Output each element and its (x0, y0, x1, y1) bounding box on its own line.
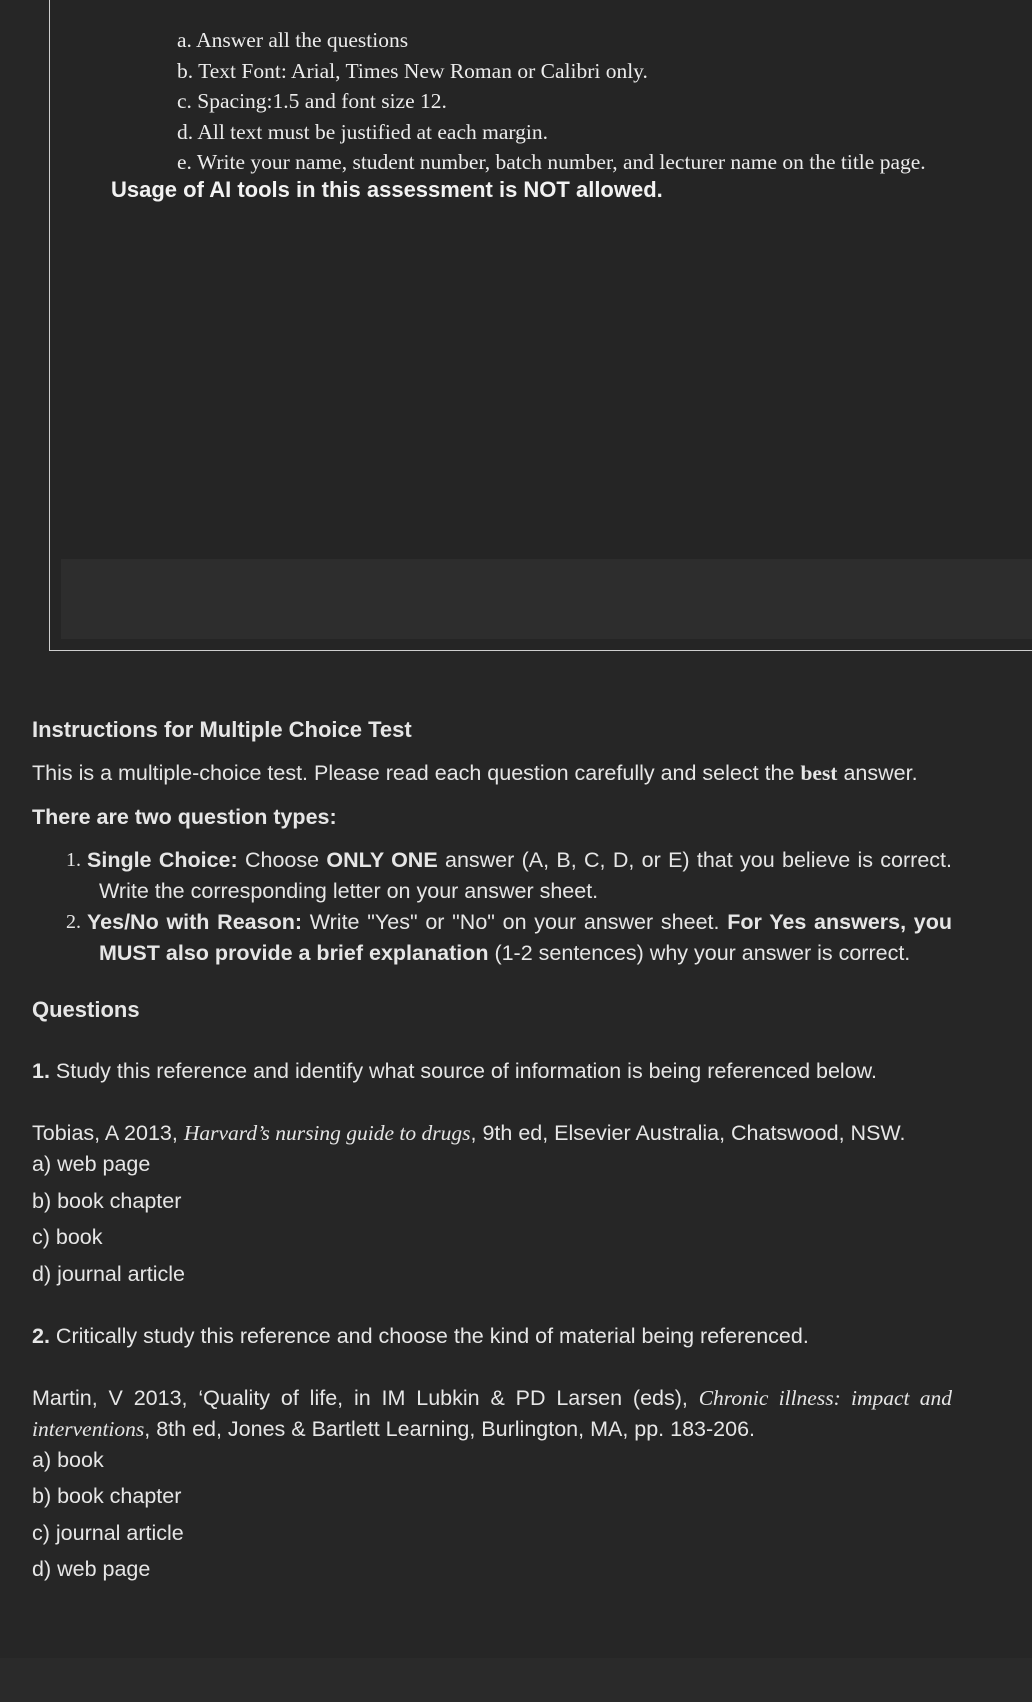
ai-usage-note: Usage of AI tools in this assessment is NOT allowed. (111, 177, 663, 202)
question-text: 2. Critically study this reference and choose the kind of material being referenced. (32, 1323, 809, 1348)
requirement-item: c. Spacing:1.5 and font size 12. (177, 89, 447, 113)
requirement-item: d. All text must be justified at each margin. (177, 119, 549, 144)
list-number: 1. (66, 849, 81, 871)
question-type-single-choice: 1. Single Choice: Choose ONLY ONE answer (A, B, C, D, or E) that you believe is correct. Write the corresponding letter on your answer sheet. (32, 845, 952, 907)
answer-option: b) book chapter (32, 1484, 182, 1508)
emphasis-best: best (800, 761, 838, 785)
instructions-heading: Instructions for Multiple Choice Test (32, 717, 412, 742)
question-type-yes-no: 2. Yes/No with Reason: Write "Yes" or "No" on your answer sheet. For Yes answers, you MUST also provide a brief explanation (1-2 sentences) why your answer is correct. (32, 907, 952, 969)
answer-option: c) book (32, 1225, 103, 1249)
answer-option: c) journal article (32, 1520, 184, 1545)
answer-option: a) web page (32, 1152, 151, 1176)
answer-option: d) journal article (32, 1261, 185, 1286)
test-content (32, 714, 952, 1591)
requirement-item: e. Write your name, student number, batch number, and lecturer name on the title page. (177, 150, 926, 174)
list-number: 2. (66, 911, 81, 933)
instructions-intro: This is a multiple-choice test. Please read each question carefully and select the best answer. (32, 761, 918, 785)
question-types-list (32, 845, 952, 969)
question-2 (32, 1321, 952, 1591)
empty-field-area (61, 559, 1032, 639)
questions-heading: Questions (32, 997, 140, 1022)
answer-option: d) web page (32, 1557, 151, 1581)
answer-option: b) book chapter (32, 1188, 182, 1213)
requirement-item: a. Answer all the questions (177, 28, 409, 52)
assessment-requirements-box (49, 0, 1032, 651)
requirements-list (177, 25, 926, 178)
question-1 (32, 1056, 952, 1290)
page-footer-band (0, 1658, 1032, 1702)
question-text: 1. Study this reference and identify what source of information is being referenced below. (32, 1059, 877, 1083)
reference-text: Martin, V 2013, ‘Quality of life, in IM Lubkin & PD Larsen (eds), Chronic illness: impact and interventions, 8th ed, Jones & Bartlett Learning, Burlington, MA, pp. 183-206. (32, 1385, 952, 1441)
question-types-heading: There are two question types: (32, 805, 337, 829)
requirement-item: b. Text Font: Arial, Times New Roman or Calibri only. (177, 58, 648, 83)
reference-text: Tobias, A 2013, Harvard’s nursing guide to drugs, 9th ed, Elsevier Australia, Chatswood, NSW. (32, 1121, 906, 1145)
answer-option: a) book (32, 1447, 104, 1472)
